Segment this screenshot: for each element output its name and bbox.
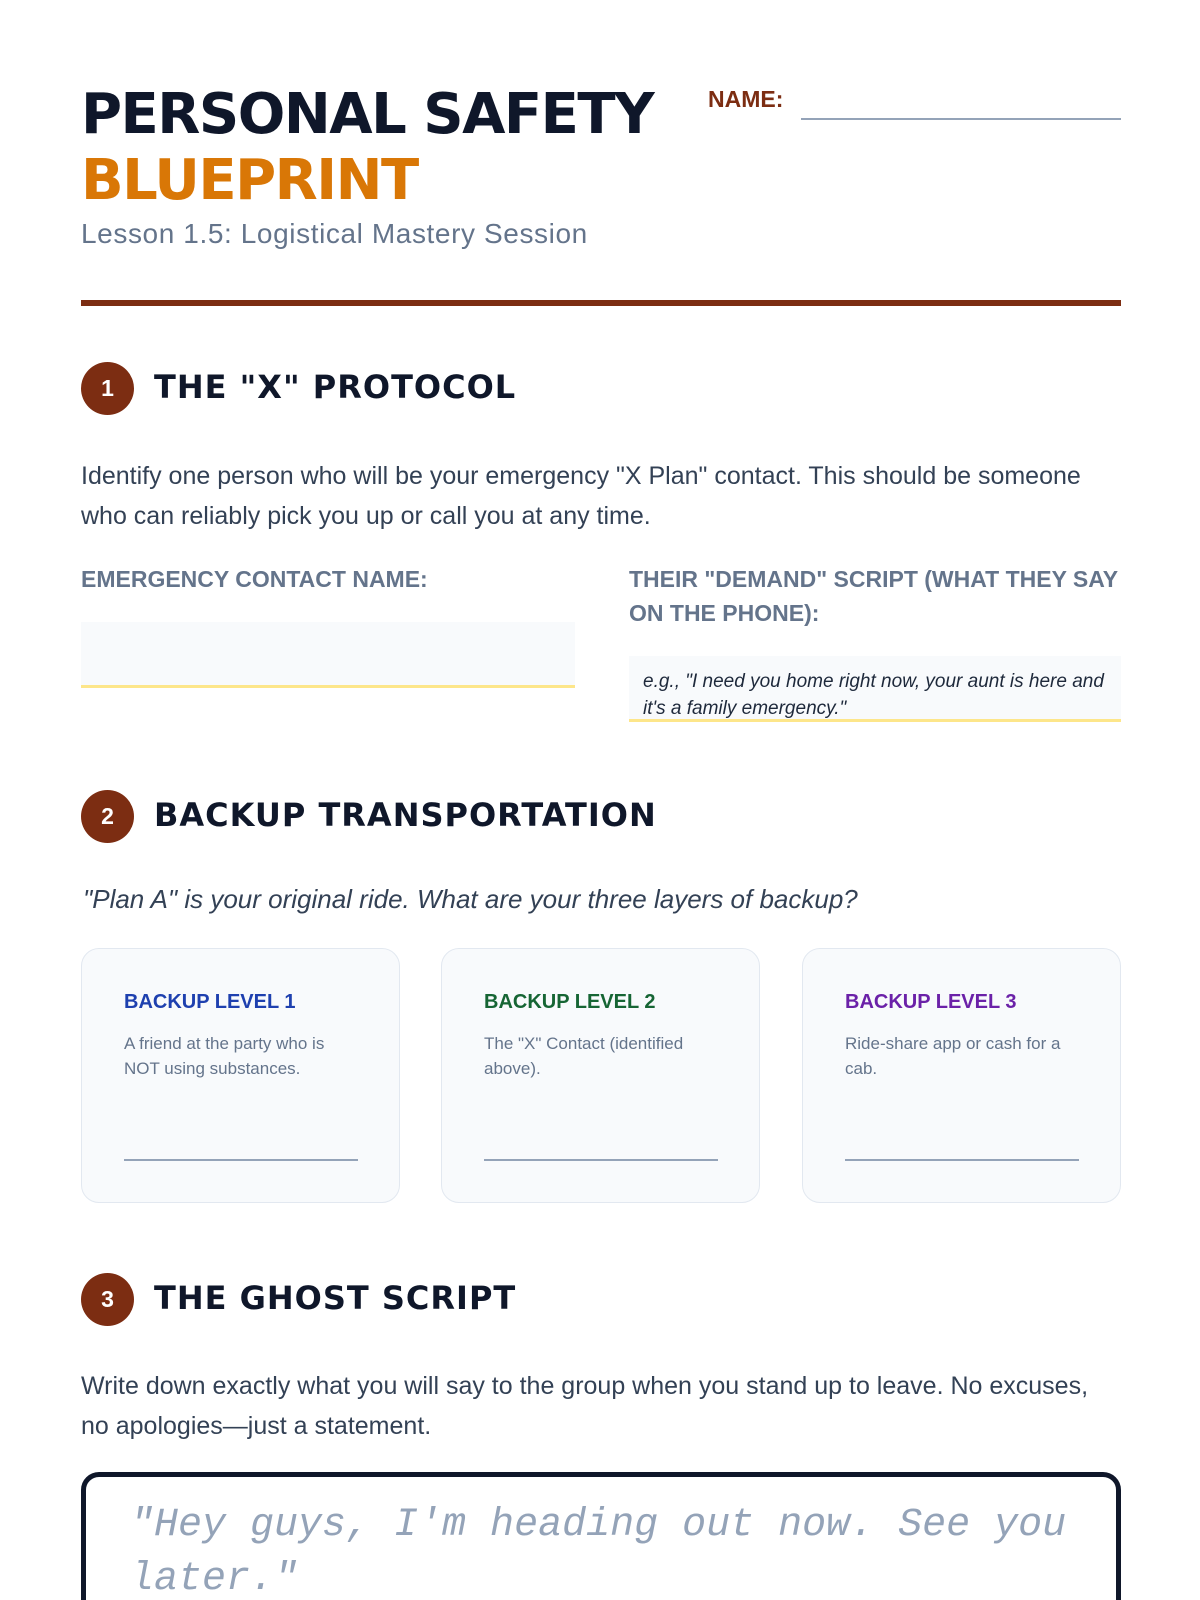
demand-script-input[interactable] (629, 656, 1121, 722)
section-1-title: THE "X" PROTOCOL (154, 368, 517, 406)
backup-card-1 (81, 948, 400, 1203)
backup-card-1-description: A friend at the party who is NOT using substances. (124, 1034, 325, 1078)
header-divider (81, 300, 1121, 306)
section-2-number-badge: 2 (81, 790, 134, 843)
backup-card-3-description: Ride-share app or cash for a cab. (845, 1034, 1061, 1078)
page-title-line2: BLUEPRINT (81, 148, 418, 213)
page-subtitle: Lesson 1.5: Logistical Mastery Session (81, 218, 588, 249)
emergency-contact-input[interactable] (81, 622, 575, 688)
backup-card-3 (802, 948, 1121, 1203)
backup-card-2 (441, 948, 760, 1203)
backup-card-1-title: BACKUP LEVEL 1 (124, 991, 296, 1013)
ghost-script-placeholder: "Hey guys, I'm heading out now. See you later." (130, 1503, 1067, 1600)
section-2-prompt: "Plan A" is your original ride. What are your three layers of backup? (83, 884, 858, 914)
backup-card-3-answer-line[interactable] (845, 1159, 1079, 1161)
section-1-description: Identify one person who will be your emergency "X Plan" contact. This should be someone who can reliably pick you up or call you at any time. (81, 462, 1081, 530)
backup-card-3-title: BACKUP LEVEL 3 (845, 991, 1017, 1013)
demand-script-placeholder: e.g., "I need you home right now, your aunt is here and it's a family emergency." (643, 671, 1104, 719)
section-1-number-badge: 1 (81, 362, 134, 415)
backup-card-2-title: BACKUP LEVEL 2 (484, 991, 656, 1013)
name-label: NAME: (708, 86, 784, 112)
name-input-line[interactable] (801, 118, 1121, 120)
ghost-script-input[interactable] (81, 1472, 1121, 1600)
worksheet-page (81, 0, 1121, 1600)
section-2-title: BACKUP TRANSPORTATION (154, 796, 657, 834)
section-3-number-badge: 3 (81, 1273, 134, 1326)
emergency-contact-value (81, 622, 575, 634)
backup-card-2-description: The "X" Contact (identified above). (484, 1034, 684, 1078)
page-title-line1: PERSONAL SAFETY (81, 82, 654, 147)
emergency-contact-label: EMERGENCY CONTACT NAME: (81, 566, 428, 592)
demand-script-label: THEIR "DEMAND" SCRIPT (WHAT THEY SAY ON THE PHONE): (629, 566, 1118, 626)
backup-card-2-answer-line[interactable] (484, 1159, 718, 1161)
section-3-description: Write down exactly what you will say to the group when you stand up to leave. No excuses, no apologies—just a statement. (81, 1372, 1089, 1440)
section-3-title: THE GHOST SCRIPT (154, 1279, 517, 1317)
backup-card-1-answer-line[interactable] (124, 1159, 358, 1161)
